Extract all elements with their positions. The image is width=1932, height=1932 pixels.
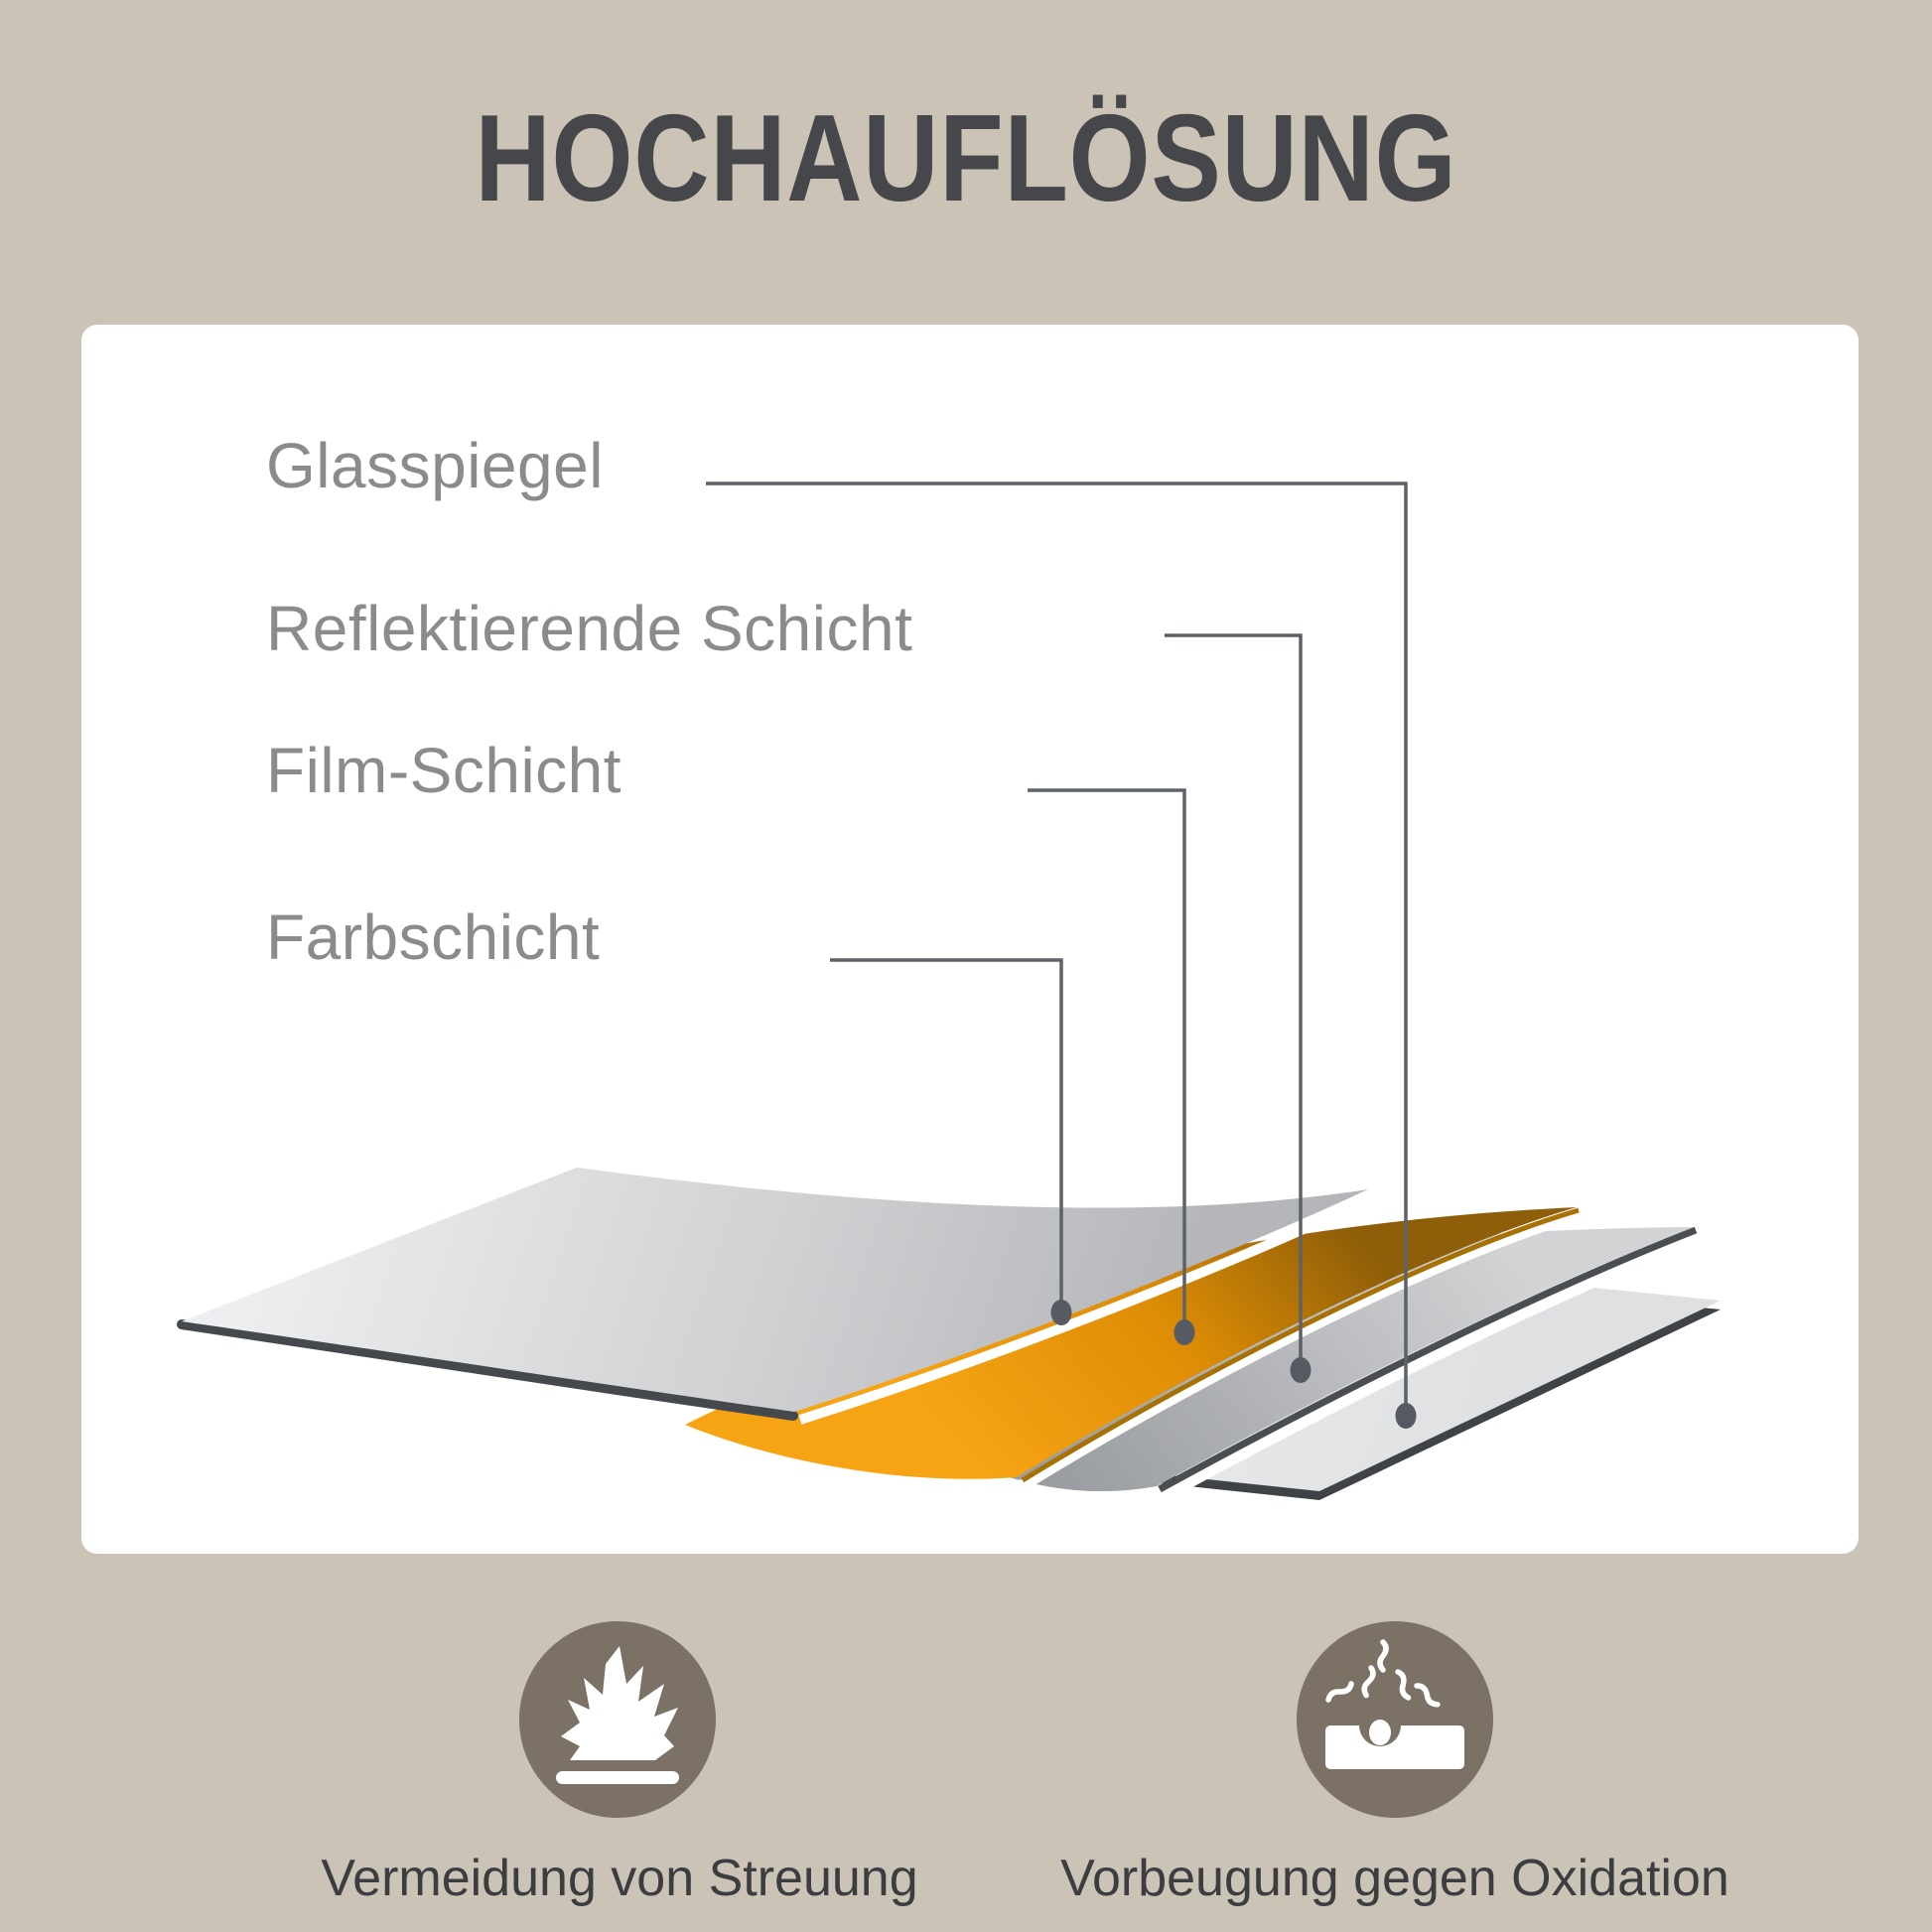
- feature-caption-streuung: Vermeidung von Streuung: [321, 1850, 918, 1907]
- page-title: HOCHAUFLÖSUNG: [475, 90, 1457, 227]
- layer-label-farbschicht: Farbschicht: [266, 901, 601, 973]
- layer-label-reflektierende: Reflektierende Schicht: [266, 593, 913, 664]
- layer-label-film: Film-Schicht: [266, 735, 622, 806]
- feature-caption-oxidation: Vorbeugung gegen Oxidation: [1060, 1850, 1729, 1907]
- oxidation-icon: [1296, 1620, 1494, 1819]
- explosion-icon: [518, 1620, 717, 1819]
- layer-label-glasspiegel: Glasspiegel: [266, 430, 604, 501]
